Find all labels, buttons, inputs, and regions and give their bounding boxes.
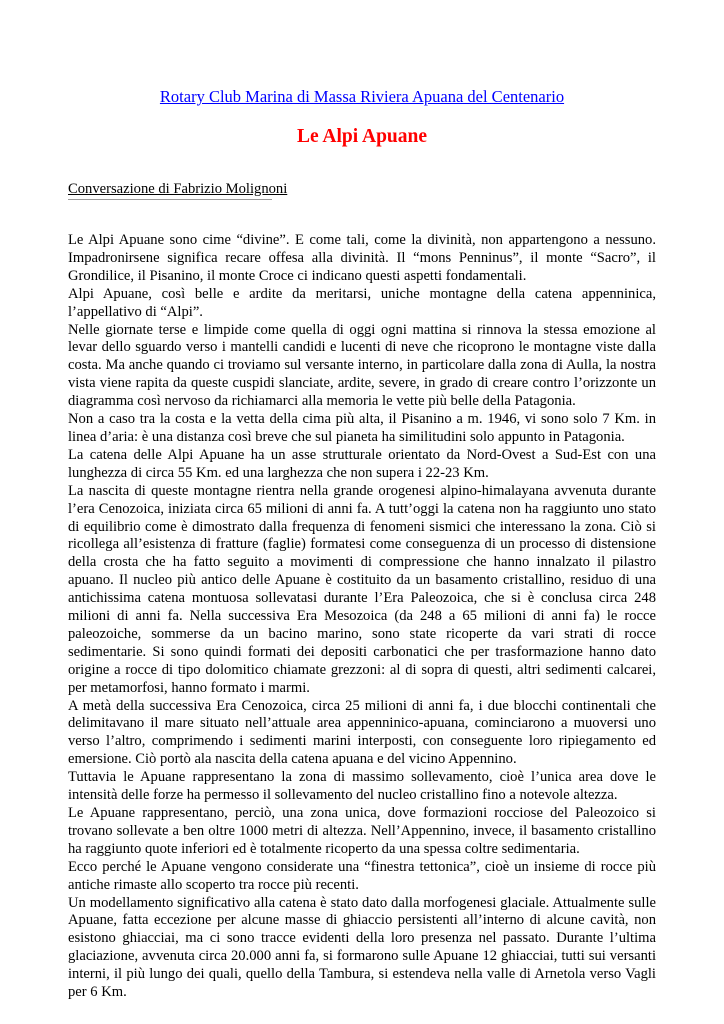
- paragraph: Un modellamento significativo alla catena è stato dato dalla morfogenesi glaciale. Attualmente sulle Apuane, fatta eccezione per alcune masse di ghiaccio persistenti all’interno di alcune cavità, non esistono ghiacciai, ma ci sono tracce evidenti della loro presenza nel passato. Durante l’ultima glaciazione, avvenuta circa 20.000 anni fa, si formarono sulle Apuane 12 ghiacciai, tutti sui versanti interni, il più lungo dei quali, quello della Tambura, si estendeva nella valle di Arnetola verso Vagli per 6 Km.: [68, 894, 656, 1001]
- club-header-link[interactable]: Rotary Club Marina di Massa Riviera Apuana del Centenario: [159, 87, 565, 106]
- document-subtitle: Conversazione di Fabrizio Molignoni: [68, 181, 288, 197]
- paragraph: Ecco perché le Apuane vengono considerate una “finestra tettonica”, cioè un insieme di rocce più antiche rimaste allo scoperto tra rocce più recenti.: [68, 858, 656, 893]
- paragraph: Alpi Apuane, così belle e ardite da meritarsi, uniche montagne della catena appenninica, l’appellativo di “Alpi”.: [68, 285, 656, 320]
- subtitle-underline-shadow: [68, 199, 272, 200]
- paragraph: Le Alpi Apuane sono cime “divine”. E come tali, come la divinità, non appartengono a nessuno. Impadronirsene significa recare offesa alla divinità. Il “mons Penninus”, il monte “Sacro”, il Grondilice, il Pisanino, il monte Croce ci indicano questi aspetti fondamentali.: [68, 232, 656, 284]
- document-title: Le Alpi Apuane: [296, 126, 428, 147]
- paragraph: Le Apuane rappresentano, perciò, una zona unica, dove formazioni rocciose del Paleozoico si trovano sollevate a ben oltre 1000 metri di altezza. Nell’Appennino, invece, il basamento cristallino ha raggiunto quote inferiori ed è totalmente ricoperto da una spessa coltre sedimentaria.: [68, 805, 656, 857]
- paragraph: La catena delle Alpi Apuane ha un asse strutturale orientato da Nord-Ovest a Sud-Est con una lunghezza di circa 55 Km. ed una larghezza che non supera i 22-23 Km.: [68, 446, 656, 481]
- paragraph: La nascita di queste montagne rientra nella grande orogenesi alpino-himalayana avvenuta durante l’era Cenozoica, iniziata circa 65 milioni di anni fa. A tutt’oggi la catena non ha raggiunto uno stato di equilibrio come è dimostrato dalla frequenza di fenomeni sismici che interessano la zona. Ciò si ricollega all’esistenza di fratture (faglie) formatesi come conseguenza di un processo di distensione della crosta che ha fatto seguito a movimenti di compressione che hanno innalzato il pilastro apuano. Il nucleo più antico delle Apuane è costituito da un basamento cristallino, residuo di una antichissima catena montuosa sollevatasi durante l’Era Paleozoica, che si è conclusa circa 248 milioni di anni fa. Nella successiva Era Mesozoica (da 248 a 65 milioni di anni fa) le rocce paleozoiche, sommerse da un bacino marino, sono state ricoperte da vari strati di rocce sedimentarie. Si sono quindi formati dei depositi carbonatici che per trasformazione hanno dato origine a rocce di tipo dolomitico chiamate grezzoni: al di sopra di questi, altri sedimenti calcarei, per metamorfosi, hanno formato i marmi.: [68, 482, 656, 696]
- document-body: [68, 232, 656, 1002]
- paragraph: Nelle giornate terse e limpide come quella di oggi ogni mattina si rinnova la stessa emozione al levar dello sguardo verso i mantelli candidi e lucenti di neve che ricoprono le montagne viste dalla costa. Ma anche quando ci troviamo sul versante interno, in particolare dalla zona di Aulla, la nostra vista viene rapita da queste cuspidi slanciate, ardite, severe, in grado di creare contro l’orizzonte un diagramma così nervoso da richiamarci alla memoria le vette più belle della Patagonia.: [68, 321, 656, 410]
- paragraph: Non a caso tra la costa e la vetta della cima più alta, il Pisanino a m. 1946, vi sono solo 7 Km. in linea d’aria: è una distanza così breve che sul pianeta ha similitudini solo appunto in Patagonia.: [68, 411, 656, 445]
- paragraph: Tuttavia le Apuane rappresentano la zona di massimo sollevamento, cioè l’unica area dove le intensità delle forze ha permesso il sollevamento del nucleo cristallino fino a notevole altezza.: [68, 769, 656, 804]
- paragraph: A metà della successiva Era Cenozoica, circa 25 milioni di anni fa, i due blocchi continentali che delimitavano il mare situato nell’attuale area appenninico-apuana, cominciarono a muoversi uno verso l’altro, comprimendo i sedimenti marini interposti, con conseguente loro ripiegamento ed emersione. Ciò portò ala nascita della catena apuana e del vicino Appennino.: [68, 697, 656, 768]
